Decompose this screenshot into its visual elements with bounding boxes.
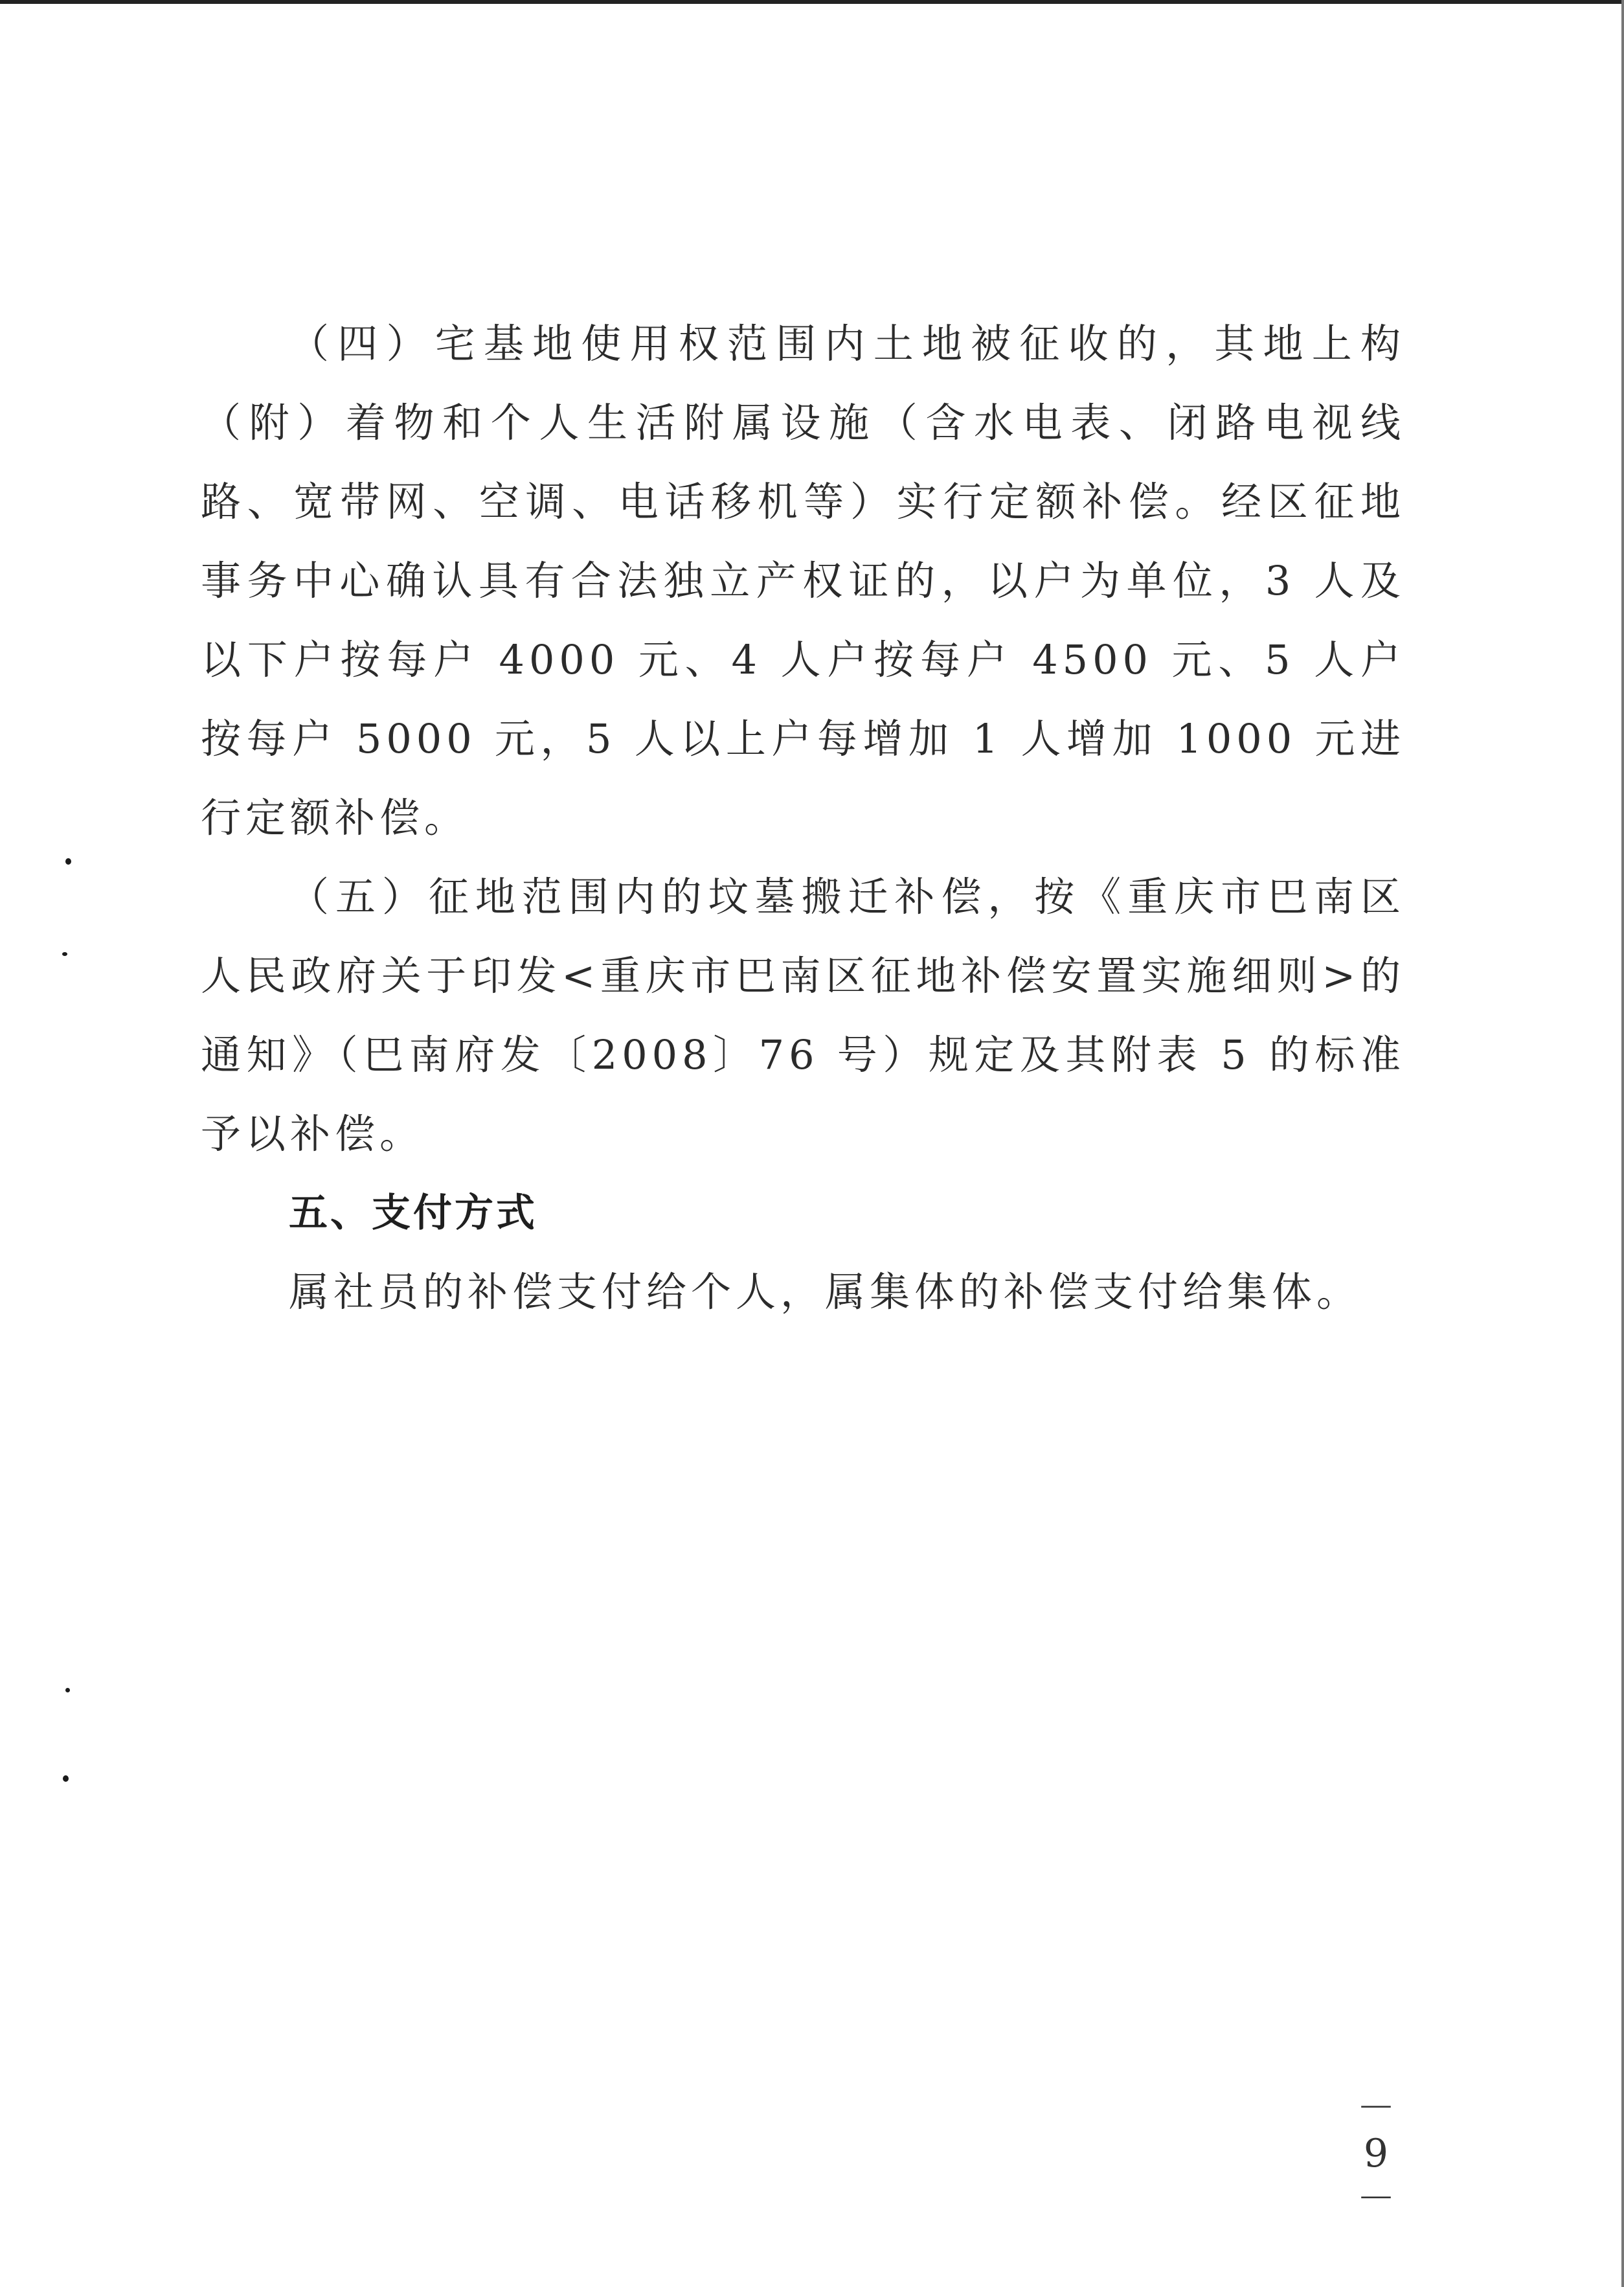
page-number: － 9 － bbox=[1357, 2086, 1395, 2222]
scan-right-edge bbox=[1621, 0, 1624, 2287]
scan-speck bbox=[65, 1688, 70, 1692]
paragraph-grave-relocation: （五）征地范围内的坟墓搬迁补偿，按《重庆市巴南区人民政府关于印发<重庆市巴南区征地补偿安置实施细则>的通知》（巴南府发〔2008〕76 号）规定及其附表 5 的标准予以补偿。 bbox=[201, 873, 1405, 1157]
scan-speck bbox=[62, 952, 67, 956]
scan-top-edge bbox=[0, 0, 1624, 4]
document-body bbox=[201, 304, 1405, 1332]
paragraph-payment-method: 属社员的补偿支付给个人，属集体的补偿支付给集体。 bbox=[289, 1268, 1362, 1315]
paragraph-homestead-compensation: （四）宅基地使用权范围内土地被征收的，其地上构（附）着物和个人生活附属设施（含水电表、闭路电视线路、宽带网、空调、电话移机等）实行定额补偿。经区征地事务中心确认具有合法独立产权证的，以户为单位，3 人及以下户按每户 4000 元、4 人户按每户 4500 元、5 人户按每户 5000 元，5 人以上户每增加 1 人增加 1000 元进行定额补偿。 bbox=[201, 320, 1405, 841]
section-heading-payment-method: 五、支付方式 bbox=[289, 1190, 537, 1236]
scan-speck bbox=[63, 1775, 69, 1782]
scan-speck bbox=[65, 858, 71, 865]
